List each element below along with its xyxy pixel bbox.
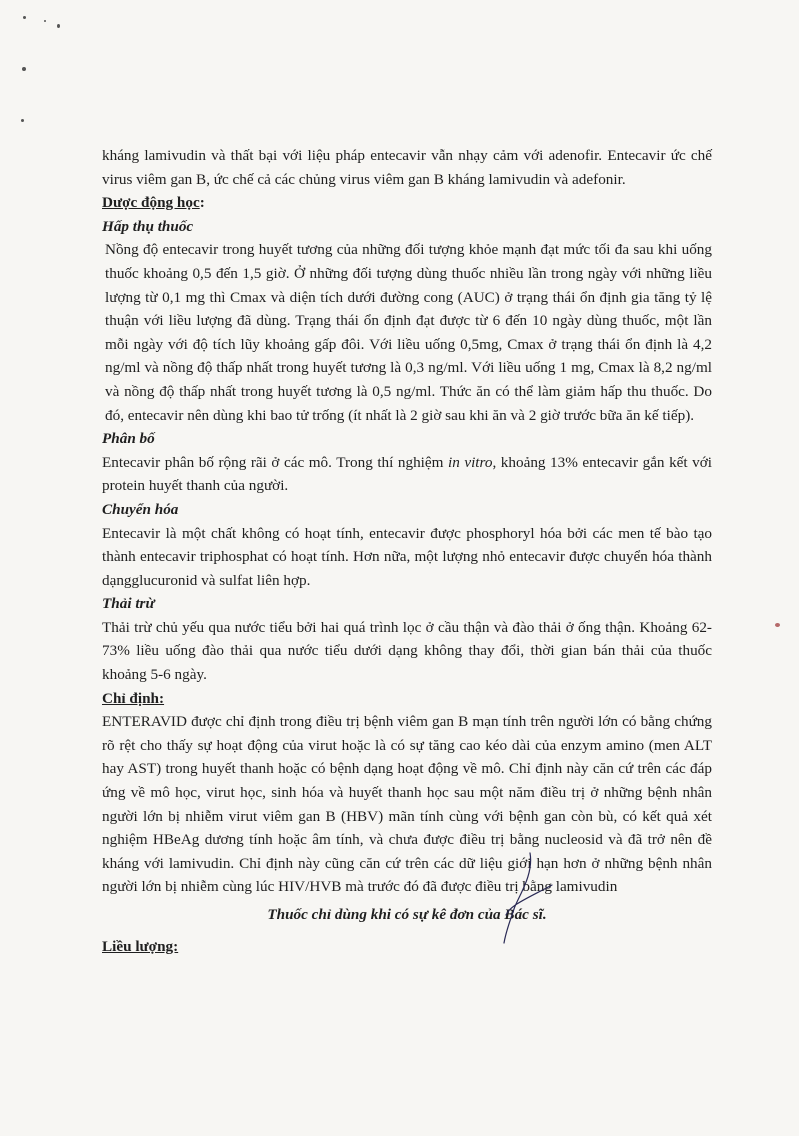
scan-speck xyxy=(23,16,26,19)
intro-paragraph: kháng lamivudin và thất bại với liệu pháp entecavir vẫn nhạy cảm với adenofir. Entecavir ức chế virus viêm gan B, ức chế cả các chủng virus viêm gan B kháng lamivudin và adefonir. xyxy=(102,147,712,188)
phan-bo-text-2: , khoảng 13% entecavir gắn kết với protein huyết thanh của người. xyxy=(102,453,712,495)
phan-bo-in-vitro: in vitro xyxy=(448,453,493,471)
heading-colon: : xyxy=(199,194,205,212)
paragraph-hap-thu: Nồng độ entecavir trong huyết tương của những đối tượng khỏe mạnh đạt mức tối đa sau khi uống thuốc khoảng 0,5 đến 1,5 giờ. Ở những đối tượng dùng thuốc nhiều lần trong ngày với những liều lượng từ 0,1 mg thì Cmax và diện tích dưới đường cong (AUC) ở trạng thái ổn định gia tăng tỷ lệ thuận với liều lượng đã dùng. Trạng thái ổn định đạt được từ 6 đến 10 ngày dùng thuốc, một lần mỗi ngày với độ tích lũy khoảng gấp đôi. Với liều uống 0,5mg, Cmax ở trạng thái ổn định là 4,2 ng/ml và nồng độ thấp nhất trong huyết tương là 0,3 ng/ml. Với liều uống 1 mg, Cmax là 8,2 ng/ml và nồng độ thấp nhất trong huyết tương là 0,5 ng/ml. Thức ăn có thể làm giảm hấp thu thuốc. Do đó, entecavir nên dùng khi bao tử trống (ít nhất là 2 giờ sau khi ăn và 2 giờ trước bữa ăn kế tiếp). xyxy=(105,241,712,424)
heading-duoc-dong-hoc-text: Dược động học xyxy=(102,194,200,212)
heading-phan-bo: Phân bố xyxy=(102,430,155,448)
scan-speck xyxy=(22,67,26,71)
scan-speck xyxy=(21,119,24,122)
scan-speck xyxy=(44,20,46,22)
scan-speck xyxy=(57,24,60,28)
heading-chuyen-hoa: Chuyển hóa xyxy=(102,500,179,518)
paragraph-chuyen-hoa: Entecavir là một chất không có hoạt tính, entecavir được phosphoryl hóa bởi các men tế bào tạo thành entecavir triphosphat có hoạt tính. Hơn nữa, một lượng nhỏ entecavir được chuyển hóa thành dạngglucuronid và sulfat liên hợp. xyxy=(102,524,712,589)
heading-thai-tru: Thải trừ xyxy=(102,595,155,613)
heading-lieu-luong: Liều lượng: xyxy=(102,937,179,955)
paragraph-chi-dinh: ENTERAVID được chỉ định trong điều trị bệnh viêm gan B mạn tính trên người lớn có bằng chứng rõ rệt cho thấy sự hoạt động của virut hoặc là có sự tăng cao kéo dài của enzym amino (men ALT hay AST) trong huyết thanh hoặc có bệnh dạng hoạt động về mô. Chỉ định này căn cứ trên các đáp ứng về mô học, virut học, sinh hóa và huyết thanh học sau một năm điều trị ở những bệnh nhân người lớn bị nhiễm virut viêm gan B (HBV) mãn tính cùng với bệnh gan còn bù, có kết quả xét nghiệm HBeAg dương tính hoặc âm tính, và chưa được điều trị bằng nucleosid và đã trở nên đề kháng với lamivudin. Chỉ định này cũng căn cứ trên các dữ liệu giới hạn hơn ở những bệnh nhân người lớn bị nhiễm cùng lúc HIV/HVB mà trước đó đã được điều trị bằng lamivudin xyxy=(102,713,712,896)
phan-bo-text-1: Entecavir phân bố rộng rãi ở các mô. Trong thí nghiệm xyxy=(102,453,448,471)
heading-chi-dinh: Chỉ định: xyxy=(102,689,165,707)
prescription-note: Thuốc chỉ dùng khi có sự kê đơn của Bác sĩ. xyxy=(267,906,547,923)
paragraph-thai-tru: Thải trừ chủ yếu qua nước tiểu bởi hai quá trình lọc ở cầu thận và đào thải ở ống thận. Khoảng 62-73% liều uống đào thải qua nước tiểu dưới dạng không thay đổi, thời gian bán thải của thuốc khoảng 5-6 ngày. xyxy=(102,618,712,684)
paragraph-phan-bo xyxy=(102,451,712,498)
scan-speck-red xyxy=(775,623,780,627)
signature-stroke xyxy=(470,845,590,965)
heading-hap-thu: Hấp thụ thuốc xyxy=(102,217,194,235)
document-body xyxy=(102,144,712,958)
heading-duoc-dong-hoc xyxy=(102,191,712,215)
